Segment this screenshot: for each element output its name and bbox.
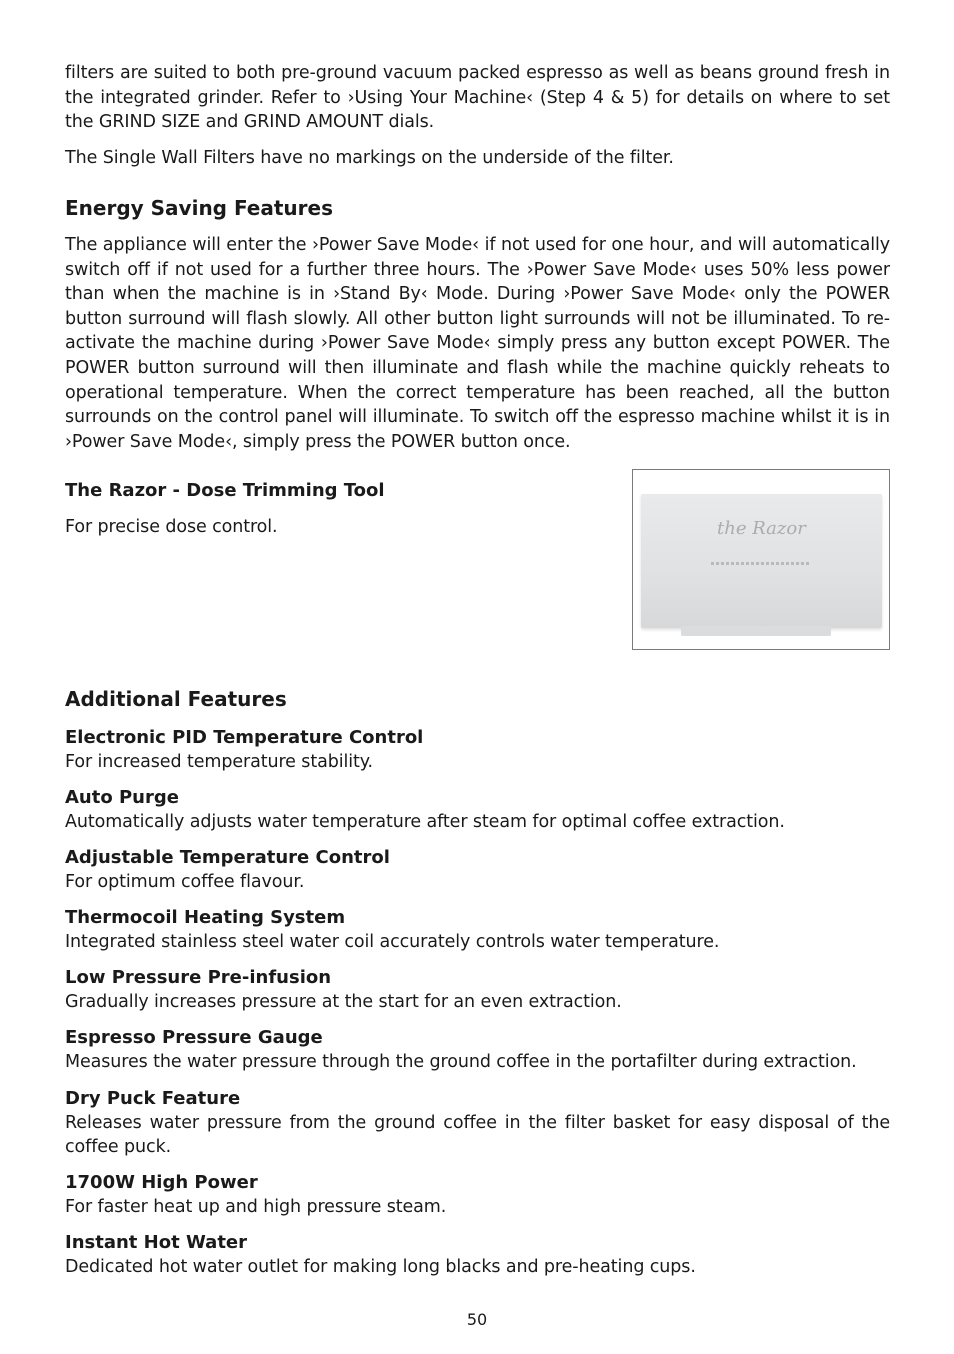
feature-item	[65, 966, 890, 1015]
page-number: 50	[466, 1310, 488, 1329]
feature-item	[65, 786, 890, 835]
feature-text: Gradually increases pressure at the start for an even extraction.	[65, 992, 622, 1013]
intro-paragraph: filters are suited to both pre-ground vacuum packed espresso as well as beans ground fresh in the integrated grinder. Refer to ›Using Your Machine‹ (Step 4 & 5) for details on where to set the GRIND SIZE and GRIND AMOUNT dials.	[65, 63, 890, 133]
feature-item	[65, 846, 890, 895]
feature-item	[65, 1087, 890, 1160]
razor-tab	[681, 626, 831, 636]
razor-heading: The Razor - Dose Trimming Tool	[65, 480, 385, 501]
feature-item	[65, 906, 890, 955]
feature-text: Releases water pressure from the ground coffee in the filter basket for easy disposal of the coffee puck.	[65, 1112, 890, 1158]
energy-body: The appliance will enter the ›Power Save Mode‹ if not used for one hour, and will automatically switch off if not used for a further three hours. The ›Power Save Mode‹ uses 50% less power than when the machine is in ›Stand By‹ Mode. During ›Power Save Mode‹ only the POWER button surround will flash slowly. All other button light surrounds will not be illuminated. To re-activate the machine during ›Power Save Mode‹ simply press any button except POWER. The POWER button surround will then illuminate and flash while the machine quickly reheats to operational temperature. When the correct temperature has been reached, all the button surrounds on the control panel will illuminate. To switch off the espresso machine whilst it is in ›Power Save Mode‹, simply press the POWER button once.	[65, 235, 890, 452]
feature-title: Auto Purge	[65, 787, 179, 809]
feature-text: For optimum coffee flavour.	[65, 872, 305, 893]
razor-fine-print	[711, 562, 811, 565]
feature-text: Integrated stainless steel water coil accurately controls water temperature.	[65, 932, 720, 953]
feature-title: 1700W High Power	[65, 1172, 258, 1194]
feature-list	[65, 726, 890, 1291]
feature-text: For faster heat up and high pressure steam.	[65, 1197, 447, 1218]
feature-title: Adjustable Temperature Control	[65, 847, 390, 869]
feature-text: Dedicated hot water outlet for making long blacks and pre-heating cups.	[65, 1257, 696, 1278]
single-wall-note: The Single Wall Filters have no markings on the underside of the filter.	[65, 148, 674, 168]
feature-title: Instant Hot Water	[65, 1232, 248, 1254]
feature-text: For increased temperature stability.	[65, 752, 373, 772]
feature-item	[65, 726, 890, 775]
razor-body: For precise dose control.	[65, 517, 278, 537]
feature-title: Low Pressure Pre-infusion	[65, 967, 332, 989]
feature-title: Thermocoil Heating System	[65, 907, 346, 929]
additional-heading: Additional Features	[65, 687, 287, 711]
razor-photo	[632, 469, 890, 650]
feature-title: Espresso Pressure Gauge	[65, 1027, 323, 1049]
feature-text: Automatically adjusts water temperature after steam for optimal coffee extraction.	[65, 812, 785, 833]
energy-heading: Energy Saving Features	[65, 196, 333, 220]
razor-tool-image	[641, 494, 882, 628]
feature-title: Dry Puck Feature	[65, 1087, 241, 1109]
feature-text: Measures the water pressure through the ground coffee in the portafilter during extraction.	[65, 1052, 857, 1073]
feature-item	[65, 1171, 890, 1220]
feature-item	[65, 1231, 890, 1280]
feature-item	[65, 1026, 890, 1075]
razor-brand-text: the Razor	[717, 518, 806, 539]
feature-title: Electronic PID Temperature Control	[65, 727, 424, 748]
